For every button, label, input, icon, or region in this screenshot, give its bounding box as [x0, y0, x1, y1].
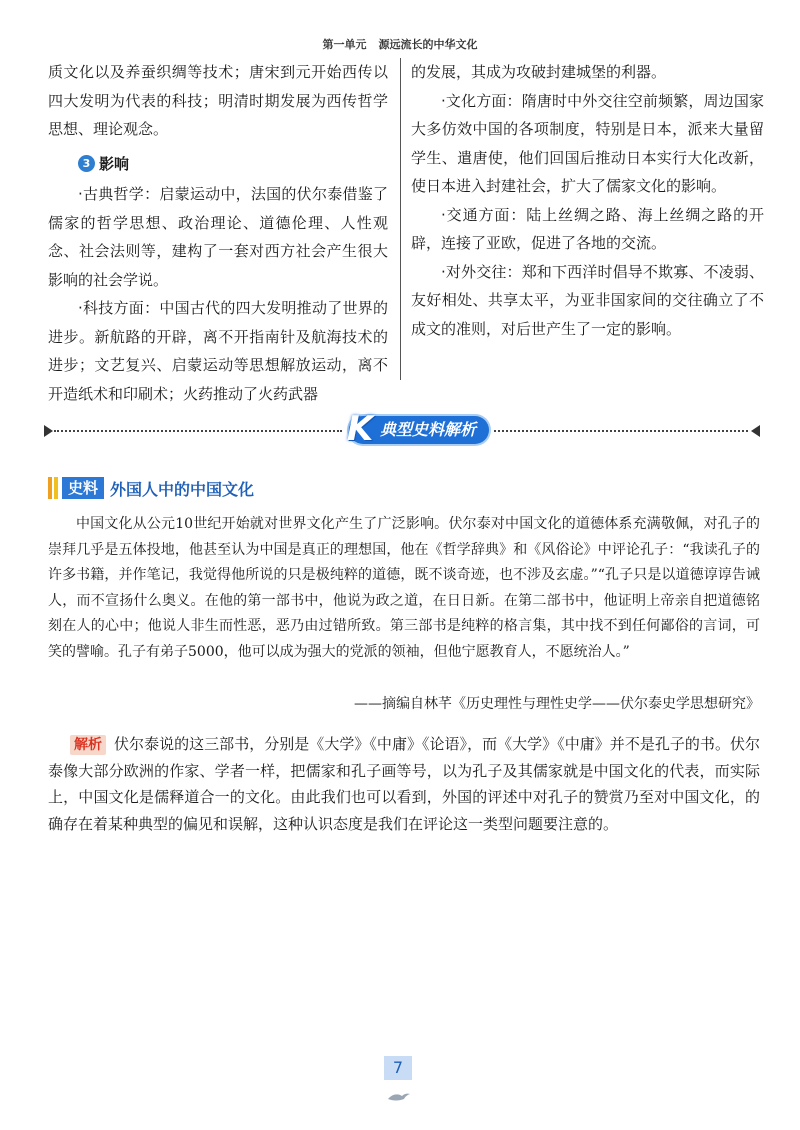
right-paragraph-1: 的发展，其成为攻破封建城堡的利器。: [411, 63, 667, 81]
banner-badge: [346, 409, 489, 449]
bird-ornament-icon: [386, 1088, 412, 1104]
right-column: [411, 58, 764, 343]
source-tag: 史料: [62, 477, 104, 499]
dotted-rule-right: [494, 430, 748, 432]
unit-label: 第一单元: [322, 38, 367, 51]
running-header: [0, 36, 800, 52]
right-paragraph-transport: ·交通方面：陆上丝绸之路、海上丝绸之路的开辟，连接了亚欧，促进了各地的交流。: [411, 205, 764, 252]
source-title: 外国人中的中国文化: [110, 479, 255, 499]
unit-title: 源远流长的中华文化: [378, 38, 478, 51]
section-number-icon: 3: [78, 155, 95, 172]
book-icon: [48, 477, 52, 499]
source-excerpt: [48, 512, 760, 665]
right-paragraph-culture: ·文化方面：隋唐时中外交往空前频繁，周边国家大多仿效中国的各项制度，特别是日本，派来大量留学生、遣唐使，他们回国后推动日本实行大化改新，使日本进入封建社会，扩大了儒家文化的影响。: [411, 91, 764, 195]
analysis-tag: 解析: [70, 735, 106, 755]
k-logo-icon: K: [346, 409, 374, 449]
column-divider: [400, 58, 401, 380]
arrow-right-icon: [751, 425, 760, 437]
section-heading: [48, 150, 388, 179]
left-paragraph-1: 质文化以及养蚕织绸等技术；唐宋到元开始西传以四大发明为代表的科技；明清时期发展为西传哲学思想、理论观念。: [48, 63, 388, 138]
source-heading: [48, 476, 254, 500]
right-paragraph-foreign-relations: ·对外交往：郑和下西洋时倡导不欺寡、不凌弱、友好相处、共享太平，为亚非国家间的交往确立了不成文的准则，对后世产生了一定的影响。: [411, 262, 764, 338]
left-paragraph-technology: ·科技方面：中国古代的四大发明推动了世界的进步。新航路的开辟，离不开指南针及航海技术的进步；文艺复兴、启蒙运动等思想解放运动，离不开造纸术和印刷术；火药推动了火药武器: [48, 299, 388, 403]
section-banner: [44, 409, 760, 449]
section-title: 影响: [99, 154, 130, 173]
page-number: 7: [384, 1056, 412, 1080]
book-icon-accent: [54, 477, 58, 499]
source-text: 中国文化从公元10世纪开始就对世界文化产生了广泛影响。伏尔泰对中国文化的道德体系充满敬佩，对孔子的崇拜几乎是五体投地，他甚至认为中国是真正的理想国，他在《哲学辞典》和《风俗论》中评论孔子：“我读孔子的许多书籍，并作笔记，我觉得他所说的只是极纯粹的道德，既不谈奇迹，也不涉及玄虚。”“孔子只是以道德谆谆告诫人，而不宣扬什么奥义。在他的第一部书中，他说为政之道，在日日新。在第二部书中，他证明上帝亲自把道德铭刻在人的心中；他说人非生而性恶，恶乃由过错所致。第三部书是纯粹的格言集，其中找不到任何鄙俗的言词，可笑的譬喻。孔子有弟子5000，他可以成为强大的党派的领袖，但他宁愿教育人，不愿统治人。”: [48, 516, 760, 660]
analysis-text: 伏尔泰说的这三部书，分别是《大学》《中庸》《论语》，而《大学》《中庸》并不是孔子的书。伏尔泰像大部分欧洲的作家、学者一样，把儒家和孔子画等号，以为孔子及其儒家就是中国文化的代表，而实际上，中国文化是儒释道合一的文化。由此我们也可以看到，外国的评述中对孔子的赞赏乃至对中国文化，的确存在着某种典型的偏见和误解，这种认识态度是我们在评论这一类型问题要注意的。: [48, 735, 760, 833]
arrow-left-icon: [44, 425, 53, 437]
dotted-rule-left: [54, 430, 342, 432]
two-column-body: [48, 58, 764, 403]
source-citation: ——摘编自林芊《历史理性与理性史学——伏尔泰史学思想研究》: [354, 696, 760, 712]
banner-label: 典型史料解析: [379, 420, 476, 439]
left-column: [48, 58, 388, 408]
left-paragraph-philosophy: ·古典哲学：启蒙运动中，法国的伏尔泰借鉴了儒家的哲学思想、政治理论、道德伦理、人性观念、社会法则等，建构了一套对西方社会产生很大影响的社会学说。: [48, 185, 388, 289]
analysis-block: [48, 731, 760, 837]
